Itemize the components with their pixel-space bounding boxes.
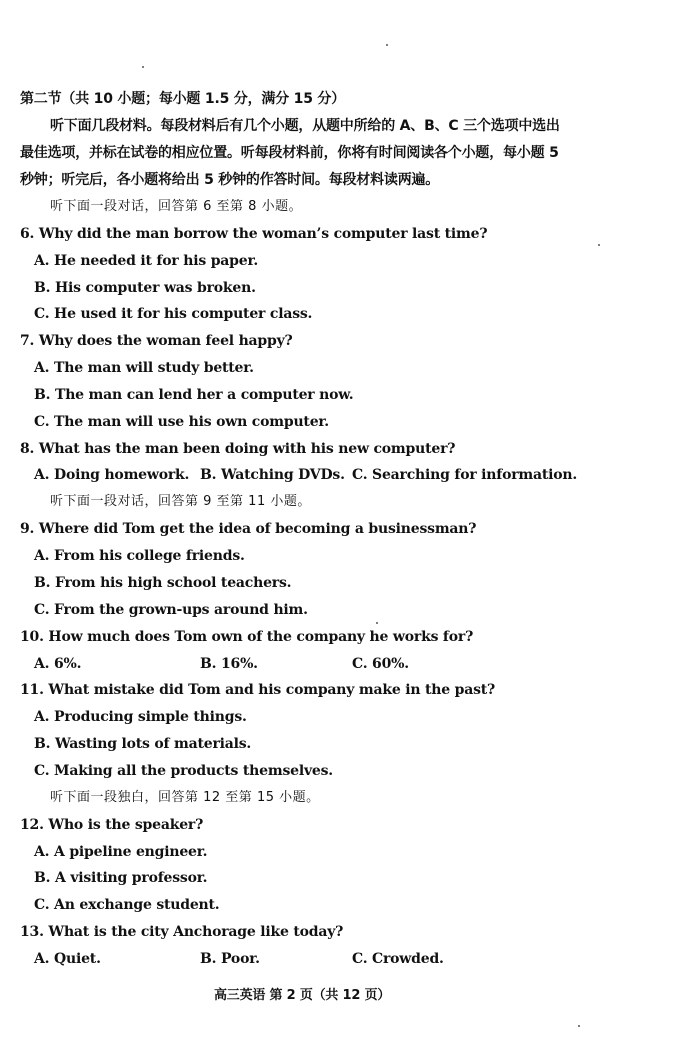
question-6-option-a: A. He needed it for his paper.	[34, 253, 259, 269]
question-8-option-c: C. Searching for information.	[352, 467, 578, 483]
scan-speck	[142, 66, 144, 68]
question-13-stem: 13. What is the city Anchorage like today?	[20, 924, 344, 940]
question-13-option-b: B. Poor.	[200, 951, 260, 967]
question-8-option-a: A. Doing homework.	[34, 467, 190, 483]
section-title: 第二节（共 10 小题；每小题 1.5 分，满分 15 分）	[20, 91, 346, 107]
question-6-option-c: C. He used it for his computer class.	[34, 306, 313, 322]
question-6-option-b: B. His computer was broken.	[34, 280, 256, 296]
section-intro-line-1: 听下面几段材料。每段材料后有几个小题，从题中所给的 A、B、C 三个选项中选出	[50, 118, 560, 134]
question-10-stem: 10. How much does Tom own of the company he works for?	[20, 629, 474, 645]
question-13-option-a: A. Quiet.	[34, 951, 101, 967]
scan-speck	[386, 44, 388, 46]
question-13-option-c: C. Crowded.	[352, 951, 444, 967]
question-9-option-c: C. From the grown-ups around him.	[34, 602, 308, 618]
scan-speck	[376, 622, 378, 624]
dialogue-instruction-6-8: 听下面一段对话，回答第 6 至第 8 小题。	[50, 199, 303, 214]
question-11-stem: 11. What mistake did Tom and his company make in the past?	[20, 682, 496, 698]
scan-speck	[598, 244, 600, 246]
question-12-option-a: A. A pipeline engineer.	[34, 844, 208, 860]
question-11-option-a: A. Producing simple things.	[34, 709, 247, 725]
question-12-option-c: C. An exchange student.	[34, 897, 220, 913]
question-9-stem: 9. Where did Tom get the idea of becoming a businessman?	[20, 521, 477, 537]
question-9-option-b: B. From his high school teachers.	[34, 575, 292, 591]
question-11-option-b: B. Wasting lots of materials.	[34, 736, 252, 752]
page-footer: 高三英语 第 2 页（共 12 页）	[214, 988, 391, 1003]
question-8-option-b: B. Watching DVDs.	[200, 467, 345, 483]
question-7-option-b: B. The man can lend her a computer now.	[34, 387, 354, 403]
question-8-stem: 8. What has the man been doing with his new computer?	[20, 441, 456, 457]
section-intro-line-3: 秒钟；听完后，各小题将给出 5 秒钟的作答时间。每段材料读两遍。	[20, 172, 440, 188]
question-9-option-a: A. From his college friends.	[34, 548, 245, 564]
question-10-option-c: C. 60%.	[352, 656, 409, 672]
question-7-option-c: C. The man will use his own computer.	[34, 414, 329, 430]
question-7-option-a: A. The man will study better.	[34, 360, 254, 376]
question-10-option-a: A. 6%.	[34, 656, 82, 672]
dialogue-instruction-9-11: 听下面一段对话，回答第 9 至第 11 小题。	[50, 494, 311, 509]
question-11-option-c: C. Making all the products themselves.	[34, 763, 333, 779]
question-12-option-b: B. A visiting professor.	[34, 870, 208, 886]
question-7-stem: 7. Why does the woman feel happy?	[20, 333, 293, 349]
section-intro-line-2: 最佳选项，并标在试卷的相应位置。听每段材料前，你将有时间阅读各个小题，每小题 5	[20, 145, 559, 161]
question-10-option-b: B. 16%.	[200, 656, 258, 672]
question-12-stem: 12. Who is the speaker?	[20, 817, 204, 833]
question-6-stem: 6. Why did the man borrow the woman’s computer last time?	[20, 226, 488, 242]
monologue-instruction-12-15: 听下面一段独白，回答第 12 至第 15 小题。	[50, 790, 320, 805]
scan-speck	[578, 1025, 580, 1027]
